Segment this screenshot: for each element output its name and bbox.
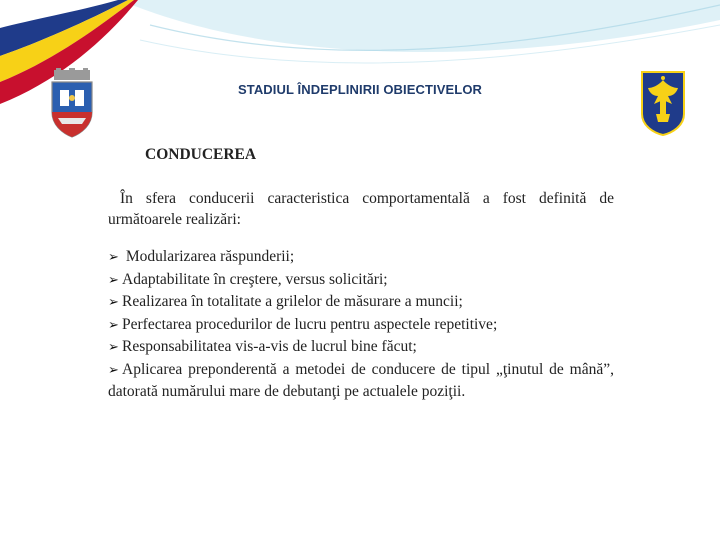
list-item-text: Adaptabilitate în creştere, versus solicitări; <box>122 270 388 288</box>
institution-emblem-icon <box>640 70 686 136</box>
arrow-bullet-icon: ➢ <box>108 362 119 378</box>
arrow-bullet-icon: ➢ <box>108 340 119 355</box>
page-title: STADIUL ÎNDEPLINIRII OBIECTIVELOR <box>237 82 483 97</box>
list-item-text: Aplicarea preponderentă a metodei de conducere de tipul „ţinutul de mână”, datorată numărului mare de debutanţi pe actualele poziţii. <box>108 360 614 400</box>
list-item <box>108 336 614 359</box>
list-item <box>108 291 614 314</box>
bullet-list <box>108 246 614 403</box>
intro-paragraph: În sfera conducerii caracteristica comportamentală a fost definită de următoarele realizări: <box>108 190 614 228</box>
list-item <box>108 246 614 269</box>
arrow-bullet-icon: ➢ <box>108 295 119 310</box>
list-item-text: Realizarea în totalitate a grilelor de măsurare a muncii; <box>122 293 463 310</box>
arrow-bullet-icon: ➢ <box>108 272 119 288</box>
header-swoosh-decoration <box>0 0 720 150</box>
list-item-text: Modularizarea răspunderii; <box>125 248 295 265</box>
section-title: CONDUCEREA <box>145 146 257 163</box>
arrow-bullet-icon: ➢ <box>108 250 119 265</box>
light-blue-swoosh <box>120 0 720 52</box>
list-item-text: Perfectarea procedurilor de lucru pentru aspectele repetitive; <box>122 315 498 333</box>
list-item-text: Responsabilitatea vis-a-vis de lucrul bine făcut; <box>122 338 417 355</box>
arrow-bullet-icon: ➢ <box>108 317 119 333</box>
list-item <box>108 359 614 403</box>
list-item <box>108 314 614 337</box>
city-coat-of-arms-icon <box>48 68 96 138</box>
list-item <box>108 269 614 292</box>
